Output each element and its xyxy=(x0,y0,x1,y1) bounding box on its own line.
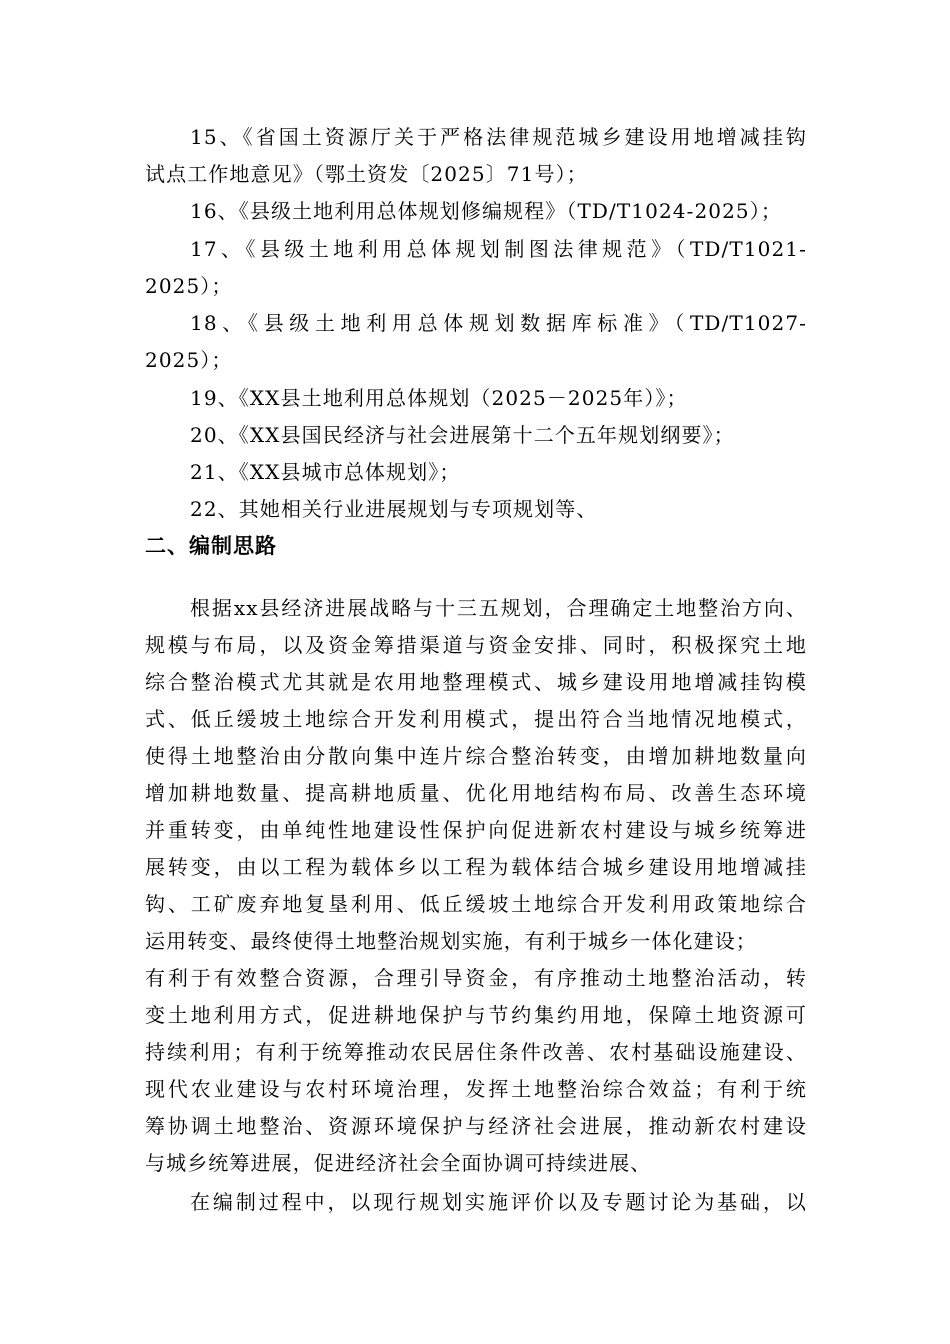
paragraph-line: 持续利用；有利于统筹推动农民居住条件改善、农村基础设施建设、 xyxy=(145,1040,807,1064)
paragraph-line: 综合整治模式尤其就是农用地整理模式、城乡建设用地增减挂钩模 xyxy=(145,670,807,694)
reference-item-15-line1: 15、《省国土资源厅关于严格法律规范城乡建设用地增减挂钩 xyxy=(190,125,807,149)
paragraph-line: 有利于有效整合资源，合理引导资金，有序推动土地整治活动，转 xyxy=(145,966,807,990)
paragraph-line: 使得土地整治由分散向集中连片综合整治转变，由增加耕地数量向 xyxy=(145,744,807,768)
paragraph-line: 并重转变，由单纯性地建设性保护向促进新农村建设与城乡统筹进 xyxy=(145,818,807,842)
reference-item-18-line2: 2025）； xyxy=(145,348,233,372)
paragraph-line: 规模与布局，以及资金筹措渠道与资金安排、同时，积极探究土地 xyxy=(145,633,807,657)
paragraph-line: 钩、工矿废弃地复垦利用、低丘缓坡土地综合开发利用政策地综合 xyxy=(145,892,807,916)
reference-item-20: 20、《XX县国民经济与社会进展第十二个五年规划纲要》； xyxy=(190,423,735,447)
reference-item-19: 19、《XX县土地利用总体规划（2025－2025年）》； xyxy=(190,386,688,410)
paragraph-line: 根据xx县经济进展战略与十三五规划，合理确定土地整治方向、 xyxy=(190,596,807,620)
reference-item-16: 16、《县级土地利用总体规划修编规程》（TD/T1024-2025）； xyxy=(190,199,782,223)
paragraph-line: 运用转变、最终使得土地整治规划实施，有利于城乡一体化建设； xyxy=(145,929,757,953)
reference-item-22: 22、其她相关行业进展规划与专项规划等、 xyxy=(190,497,598,521)
paragraph-line: 增加耕地数量、提高耕地质量、优化用地结构布局、改善生态环境 xyxy=(145,781,807,805)
reference-item-17-line2: 2025）； xyxy=(145,274,233,298)
reference-item-15-line2: 试点工作地意见》（鄂土资发〔2025〕71号）； xyxy=(145,162,588,186)
paragraph-line: 筹协调土地整治、资源环境保护与经济社会进展，推动新农村建设 xyxy=(145,1114,807,1138)
reference-item-21: 21、《XX县城市总体规划》； xyxy=(190,460,461,484)
section-heading: 二、编制思路 xyxy=(145,534,277,558)
reference-item-17-line1: 17、《县级土地利用总体规划制图法律规范》（TD/T1021- xyxy=(190,237,807,261)
paragraph-line: 与城乡统筹进展，促进经济社会全面协调可持续进展、 xyxy=(145,1151,652,1175)
paragraph-line: 展转变，由以工程为载体乡以工程为载体结合城乡建设用地增减挂 xyxy=(145,855,807,879)
paragraph-line: 现代农业建设与农村环境治理，发挥土地整治综合效益；有利于统 xyxy=(145,1077,807,1101)
paragraph-line: 式、低丘缓坡土地综合开发利用模式，提出符合当地情况地模式， xyxy=(145,707,807,731)
paragraph-line: 变土地利用方式，促进耕地保护与节约集约用地，保障土地资源可 xyxy=(145,1003,807,1027)
reference-item-18-line1: 18、《县级土地利用总体规划数据库标准》（TD/T1027- xyxy=(190,311,807,335)
paragraph-line: 在编制过程中，以现行规划实施评价以及专题讨论为基础，以 xyxy=(190,1190,807,1214)
